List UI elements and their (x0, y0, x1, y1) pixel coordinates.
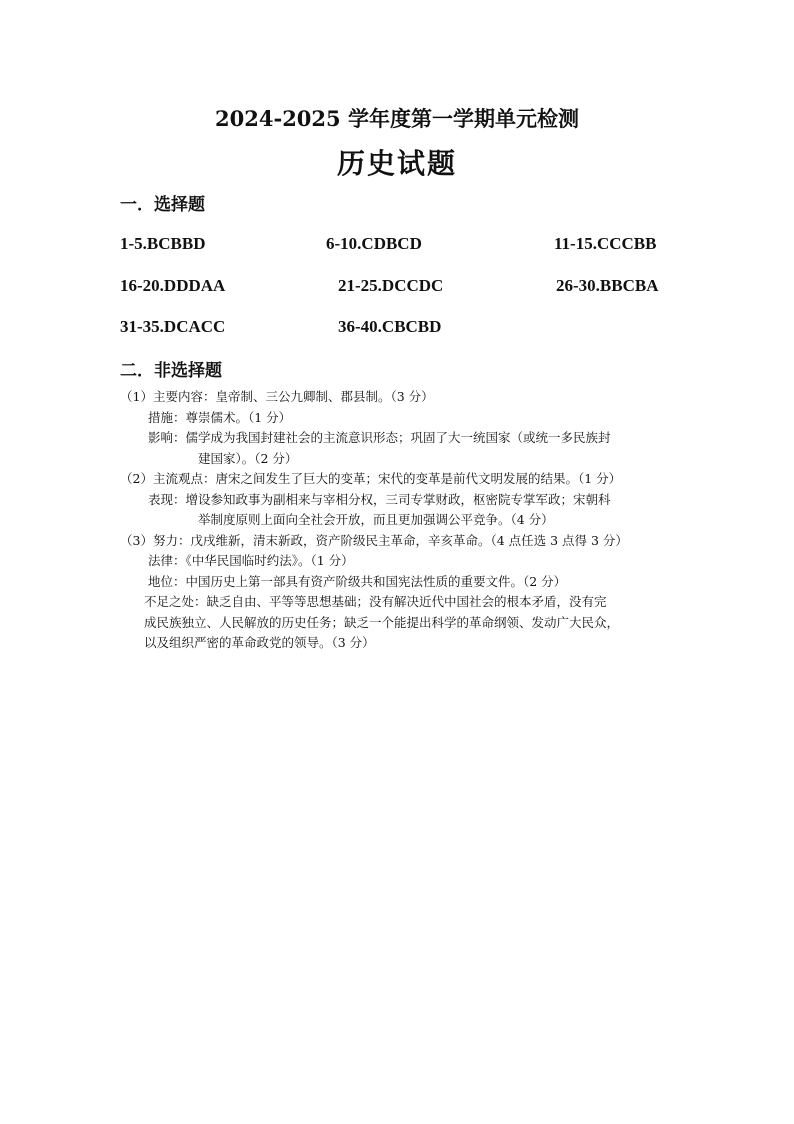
answer-line: （1）主要内容：皇帝制、三公九卿制、郡县制。（3 分） (120, 389, 434, 404)
exam-title: 2024-2025 学年度第一学期单元检测 (215, 106, 579, 131)
answer-line: 建国家）。（2 分） (198, 450, 298, 466)
answer-line: （2）主流观点：唐宋之间发生了巨大的变革；宋代的变革是前代文明发展的结果。（1 分） (120, 471, 622, 486)
answer-group: 1-5.BCBBD (120, 234, 206, 253)
answer-line: 影响：儒学成为我国封建社会的主流意识形态；巩固了大一统国家（或统一多民族封 (148, 430, 611, 445)
answer-group: 6-10.CDBCD (326, 234, 422, 253)
answer-group: 21-25.DCCDC (338, 276, 444, 295)
answer-line: 表现：增设参知政事为副相来与宰相分权，三司专掌财政，枢密院专掌军政；宋朝科 (148, 491, 611, 507)
answer-line: （3）努力：戊戌维新，清末新政，资产阶级民主革命，辛亥革命。（4 点任选 3 点得 3 分） (120, 532, 628, 548)
answer-line: 措施：尊崇儒术。（1 分） (148, 409, 292, 425)
section-heading-non-multiple-choice: 二．非选择题 (120, 361, 222, 381)
essay-answers (120, 387, 680, 654)
answer-line: 地位：中国历史上第一部具有资产阶级共和国宪法性质的重要文件。（2 分） (148, 573, 567, 589)
section-heading-multiple-choice: 一．选择题 (120, 195, 205, 215)
exam-subtitle: 历史试题 (336, 147, 457, 180)
answer-line: 法律：《中华民国临时约法》。（1 分） (148, 553, 354, 568)
answer-group: 31-35.DCACC (120, 317, 226, 336)
answer-line: 举制度原则上面向全社会开放，而且更加强调公平竞争。（4 分） (198, 512, 554, 527)
answer-line: 以及组织严密的革命政党的领导。（3 分） (144, 635, 375, 650)
answer-group: 16-20.DDDAA (120, 276, 226, 295)
answer-line: 成民族独立、人民解放的历史任务；缺乏一个能提出科学的革命纲领、发动广大民众， (144, 614, 620, 630)
answer-group: 36-40.CBCBD (338, 317, 442, 336)
answer-group: 26-30.BBCBA (556, 276, 659, 295)
answer-group: 11-15.CCCBB (554, 234, 657, 253)
answer-line: 不足之处：缺乏自由、平等等思想基础；没有解决近代中国社会的根本矛盾，没有完 (144, 594, 607, 609)
